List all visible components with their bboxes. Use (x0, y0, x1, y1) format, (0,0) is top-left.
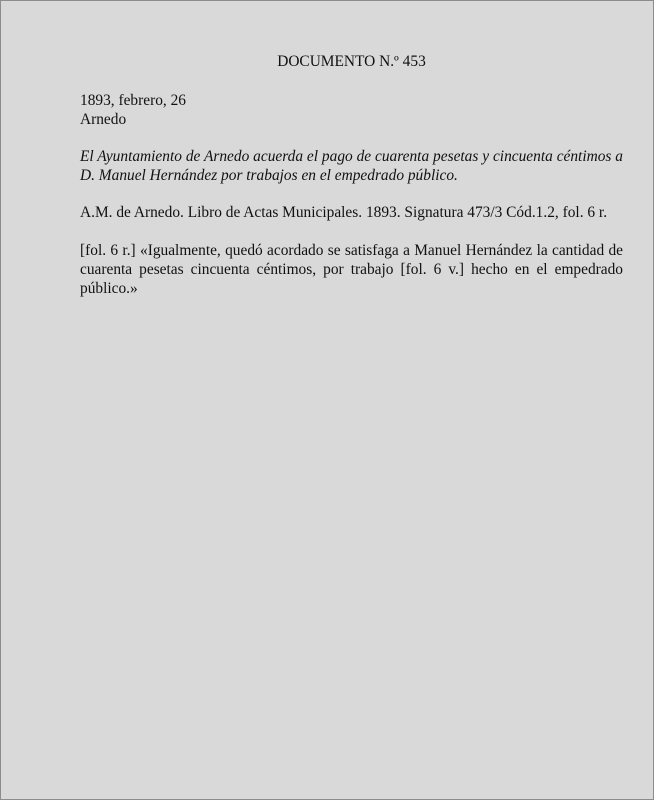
document-title: DOCUMENTO N.º 453 (277, 53, 426, 70)
document-summary: El Ayuntamiento de Arnedo acuerda el pago de cuarenta pesetas y cincuenta céntimos a D. Manuel Hernández por trabajos en el empedrado público. (80, 148, 623, 184)
document-place: Arnedo (80, 111, 127, 128)
document-transcription: [fol. 6 r.] «Igualmente, quedó acordado se satisfaga a Manuel Hernández la cantidad de cuarenta pesetas cincuenta céntimos, por trabajo [fol. 6 v.] hecho en el empedrado público.» (80, 242, 623, 297)
archival-source: A.M. de Arnedo. Libro de Actas Municipales. 1893. Signatura 473/3 Cód.1.2, fol. 6 r. (80, 204, 608, 221)
document-content (80, 52, 623, 298)
date-place-block (80, 91, 623, 129)
document-date: 1893, febrero, 26 (80, 92, 186, 109)
